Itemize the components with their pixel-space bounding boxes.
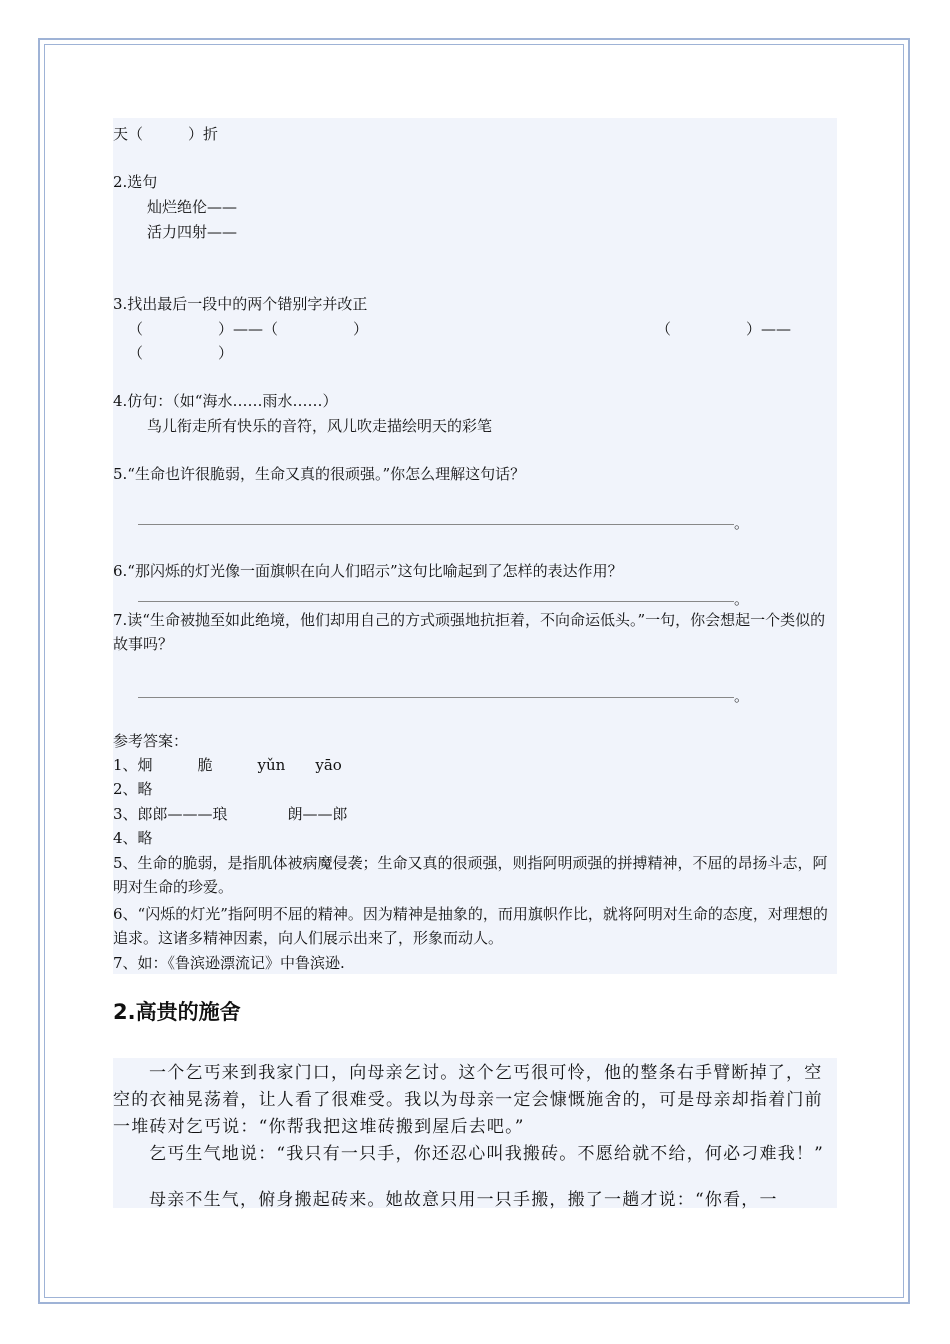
answer-1: 1、炯 脆 yǔn yāo xyxy=(113,756,342,774)
answer-2: 2、略 xyxy=(113,780,153,798)
section-heading: 2.高贵的施舍 xyxy=(113,1000,241,1024)
q5-title: 5.“生命也许很脆弱，生命又真的很顽强。”你怎么理解这句话？ xyxy=(113,465,526,483)
answer-4: 4、略 xyxy=(113,829,153,847)
story-paragraph-3: 母亲不生气，俯身搬起砖来。她故意只用一只手搬，搬了一趟才说：“你看，一 xyxy=(149,1190,778,1210)
answer-7: 7、如：《鲁滨逊漂流记》中鲁滨逊. xyxy=(113,954,345,972)
q6-title: 6.“那闪烁的灯光像一面旗帜在向人们昭示”这句比喻起到了怎样的表达作用？ xyxy=(113,562,623,580)
answers-title: 参考答案： xyxy=(113,732,189,750)
q4-sentence: 鸟儿衔走所有快乐的音符，风儿吹走描绘明天的彩笔 xyxy=(147,417,493,435)
q3-pair1: （ ）——（ ） xyxy=(128,320,369,338)
answer-6: 6、“闪烁的灯光”指阿明不屈的精神。因为精神是抽象的，而用旗帜作比，就将阿明对生命的态度，对理想的追求。这诸多精神因素，向人们展示出来了，形象而动人。 xyxy=(113,905,828,947)
q2-title: 2.选句 xyxy=(113,173,158,191)
exercise-panel xyxy=(113,118,837,974)
q7-answer-line xyxy=(138,697,734,698)
answer-3: 3、郎郎———琅 朗——郎 xyxy=(113,805,348,823)
q5-answer-line xyxy=(138,524,734,525)
story-paragraph-2: 乞丐生气地说：“我只有一只手，你还忍心叫我搬砖。不愿给就不给，何必刁难我！” xyxy=(149,1144,824,1164)
q3-pair2-right: （ ） xyxy=(128,344,234,362)
q3-pair2-left: （ ）—— xyxy=(656,320,792,338)
story-paragraph-1: 一个乞丐来到我家门口，向母亲乞讨。这个乞丐很可怜，他的整条右手臂断掉了，空空的衣袖晃荡着，让人看了很难受。我以为母亲一定会慷慨施舍的，可是母亲却指着门前一堆砖对乞丐说：“你帮我把这堆砖搬到屋后去吧。” xyxy=(113,1063,823,1137)
q4-title: 4.仿句：（如“海水……雨水……） xyxy=(113,392,338,410)
q1-item: 天（ ）折 xyxy=(113,125,219,143)
q3-title: 3.找出最后一段中的两个错别字并改正 xyxy=(113,295,368,313)
q2-line2: 活力四射—— xyxy=(147,223,238,241)
answer-5: 5、生命的脆弱，是指肌体被病魔侵袭；生命又真的很顽强，则指阿明顽强的拼搏精神，不屈的昂扬斗志，阿明对生命的珍爱。 xyxy=(113,854,828,896)
q6-answer-line xyxy=(138,601,734,602)
q5-period: 。 xyxy=(734,514,750,532)
q7-period: 。 xyxy=(734,687,750,705)
q2-line1: 灿烂绝伦—— xyxy=(147,198,238,216)
q7-title: 7.读“生命被抛至如此绝境，他们却用自己的方式顽强地抗拒着，不向命运低头。”一句，你会想起一个类似的故事吗？ xyxy=(113,611,826,653)
q6-period: 。 xyxy=(734,590,750,608)
